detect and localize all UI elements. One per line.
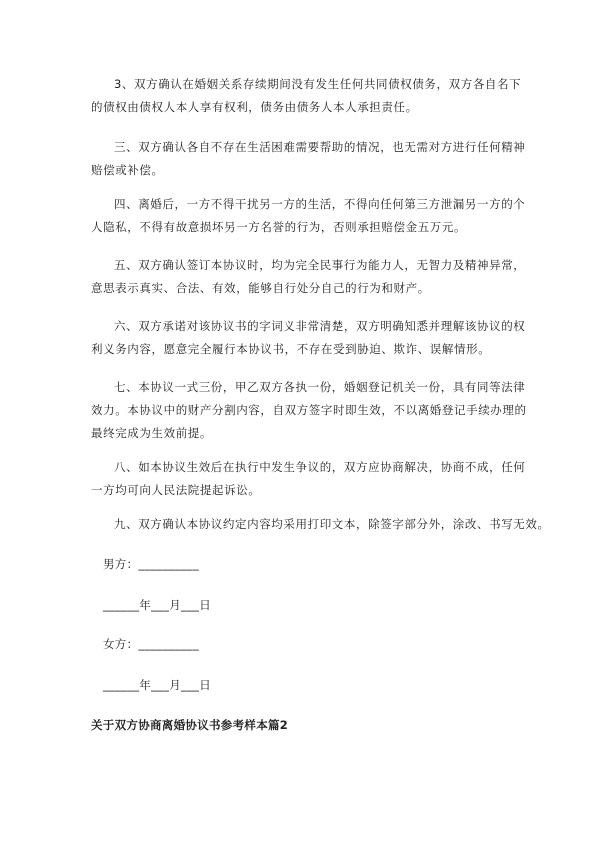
clause-9-paragraph: 九、双方确认本协议约定内容均采用打印文本，除签字部分外，涂改、书写无效。 [114, 517, 550, 531]
clause-4-paragraph: 四、离婚后，一方不得干扰另一方的生活，不得向任何第三方泄漏另一方的个人隐私，不得有故意损坏另一方名誉的行为，否则承担赔偿金五万元。 [91, 197, 526, 234]
male-signature-date: ______年___月___日 [103, 598, 211, 612]
section-heading: 关于双方协商离婚协议书参考样本篇2 [91, 718, 289, 732]
female-signature-date: ______年___月___日 [103, 678, 211, 692]
male-signature-line: 男方：__________ [103, 557, 199, 571]
clause-3-paragraph: 三、双方确认各自不存在生活困难需要帮助的情况，也无需对方进行任何精神赔偿或补偿。 [91, 140, 526, 177]
clause-debt-paragraph: 3、双方确认在婚姻关系存续期间没有发生任何共同债权债务，双方各自名下的债权由债权人本人享有权利，债务由债务人本人承担责任。 [91, 77, 522, 114]
clause-8-paragraph: 八、如本协议生效后在执行中发生争议的，双方应协商解决，协商不成，任何一方均可向人民法院提起诉讼。 [91, 460, 526, 497]
clause-7-paragraph: 七、本协议一式三份，甲乙双方各执一份，婚姻登记机关一份，具有同等法律效力。本协议中的财产分割内容，自双方签字时即生效，不以离婚登记手续办理的最终完成为生效前提。 [91, 380, 527, 440]
female-signature-line: 女方：__________ [103, 637, 199, 651]
clause-5-paragraph: 五、双方确认签订本协议时，均为完全民事行为能力人，无智力及精神异常，意思表示真实、合法、有效，能够自行处分自己的行为和财产。 [91, 258, 526, 295]
clause-6-paragraph: 六、双方承诺对该协议书的字词义非常清楚，双方明确知悉并理解该协议的权利义务内容，愿意完全履行本协议书，不存在受到胁迫、欺诈、误解情形。 [91, 319, 526, 356]
